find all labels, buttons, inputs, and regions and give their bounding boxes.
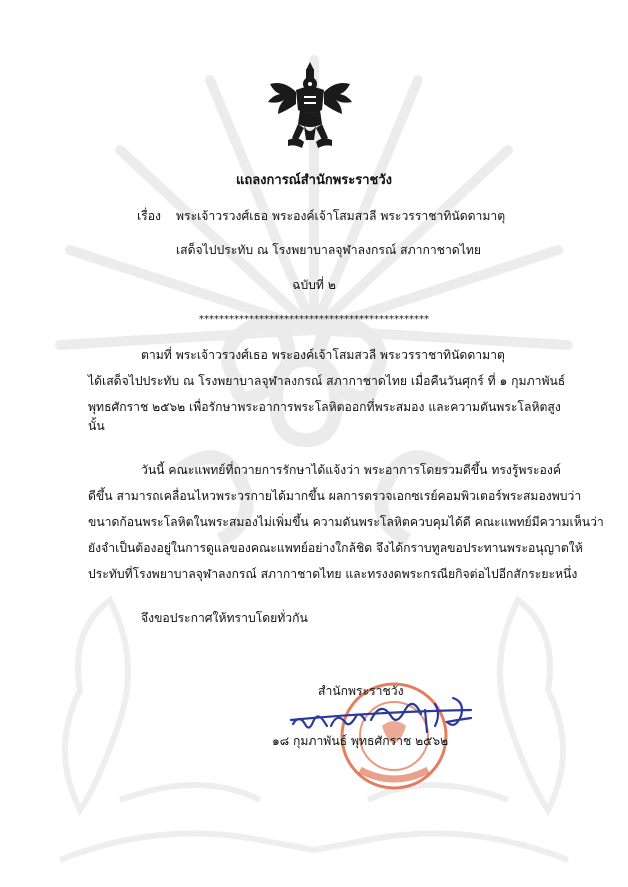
paragraph-2-line: ยังจำเป็นต้องอยู่ในการดูแลของคณะแพทย์อย่างใกล้ชิด จึงได้กราบทูลขอประทานพระอนุญาตให้ <box>88 541 583 555</box>
issue-number: ฉบับที่ ๒ <box>292 278 336 292</box>
garuda-emblem-icon <box>266 60 354 152</box>
subject-label: เรื่อง <box>137 209 161 223</box>
issuing-office: สำนักพระราชวัง <box>318 684 404 698</box>
paragraph-2-line: ขนาดก้อนพระโลหิตในพระสมองไม่เพิ่มขึ้น ความดันพระโลหิตควบคุมได้ดี คณะแพทย์มีความเห็นว่า <box>88 515 604 529</box>
paragraph-2-line: ประทับที่โรงพยาบาลจุฬาลงกรณ์ สภากาชาดไทย และทรงงดพระกรณียกิจต่อไปอีกสักระยะหนึ่ง <box>88 567 578 581</box>
announcement-title: แถลงการณ์สำนักพระราชวัง <box>235 173 393 188</box>
paragraph-2-line: ดีขึ้น สามารถเคลื่อนไหวพระวรกายได้มากขึ้น ผลการตรวจเอกซเรย์คอมพิวเตอร์พระสมองพบว่า <box>88 489 582 503</box>
paragraph-1-line: พุทธศักราช ๒๕๖๒ เพื่อรักษาพระอาการพระโลหิตออกที่พระสมอง และความดันพระโลหิตสูง <box>88 400 561 414</box>
paragraph-1-line: นั้น <box>88 419 105 433</box>
paragraph-1-line: ตามที่ พระเจ้าวรวงศ์เธอ พระองค์เจ้าโสมสวลี พระวรราชาทินัดดามาตุ <box>141 348 505 362</box>
paragraph-2-line: วันนี้ คณะแพทย์ที่ถวายการรักษาได้แจ้งว่า พระอาการโดยรวมดีขึ้น ทรงรู้พระองค์ <box>141 463 561 477</box>
asterisk-divider: ********************************************** <box>199 314 429 325</box>
signature-date: ๑๘ กุมภาพันธ์ พุทธศักราช ๒๕๖๒ <box>272 734 449 748</box>
closing-line: จึงขอประกาศให้ทราบโดยทั่วกัน <box>141 611 308 625</box>
paragraph-1-line: ได้เสด็จไปประทับ ณ โรงพยาบาลจุฬาลงกรณ์ สภากาชาดไทย เมื่อคืนวันศุกร์ ที่ ๑ กุมภาพันธ์ <box>88 374 566 388</box>
subject-line-1: พระเจ้าวรวงศ์เธอ พระองค์เจ้าโสมสวลี พระวรราชาทินัดดามาตุ <box>176 209 506 223</box>
subject-line-2: เสด็จไปประทับ ณ โรงพยาบาลจุฬาลงกรณ์ สภากาชาดไทย <box>176 243 482 257</box>
